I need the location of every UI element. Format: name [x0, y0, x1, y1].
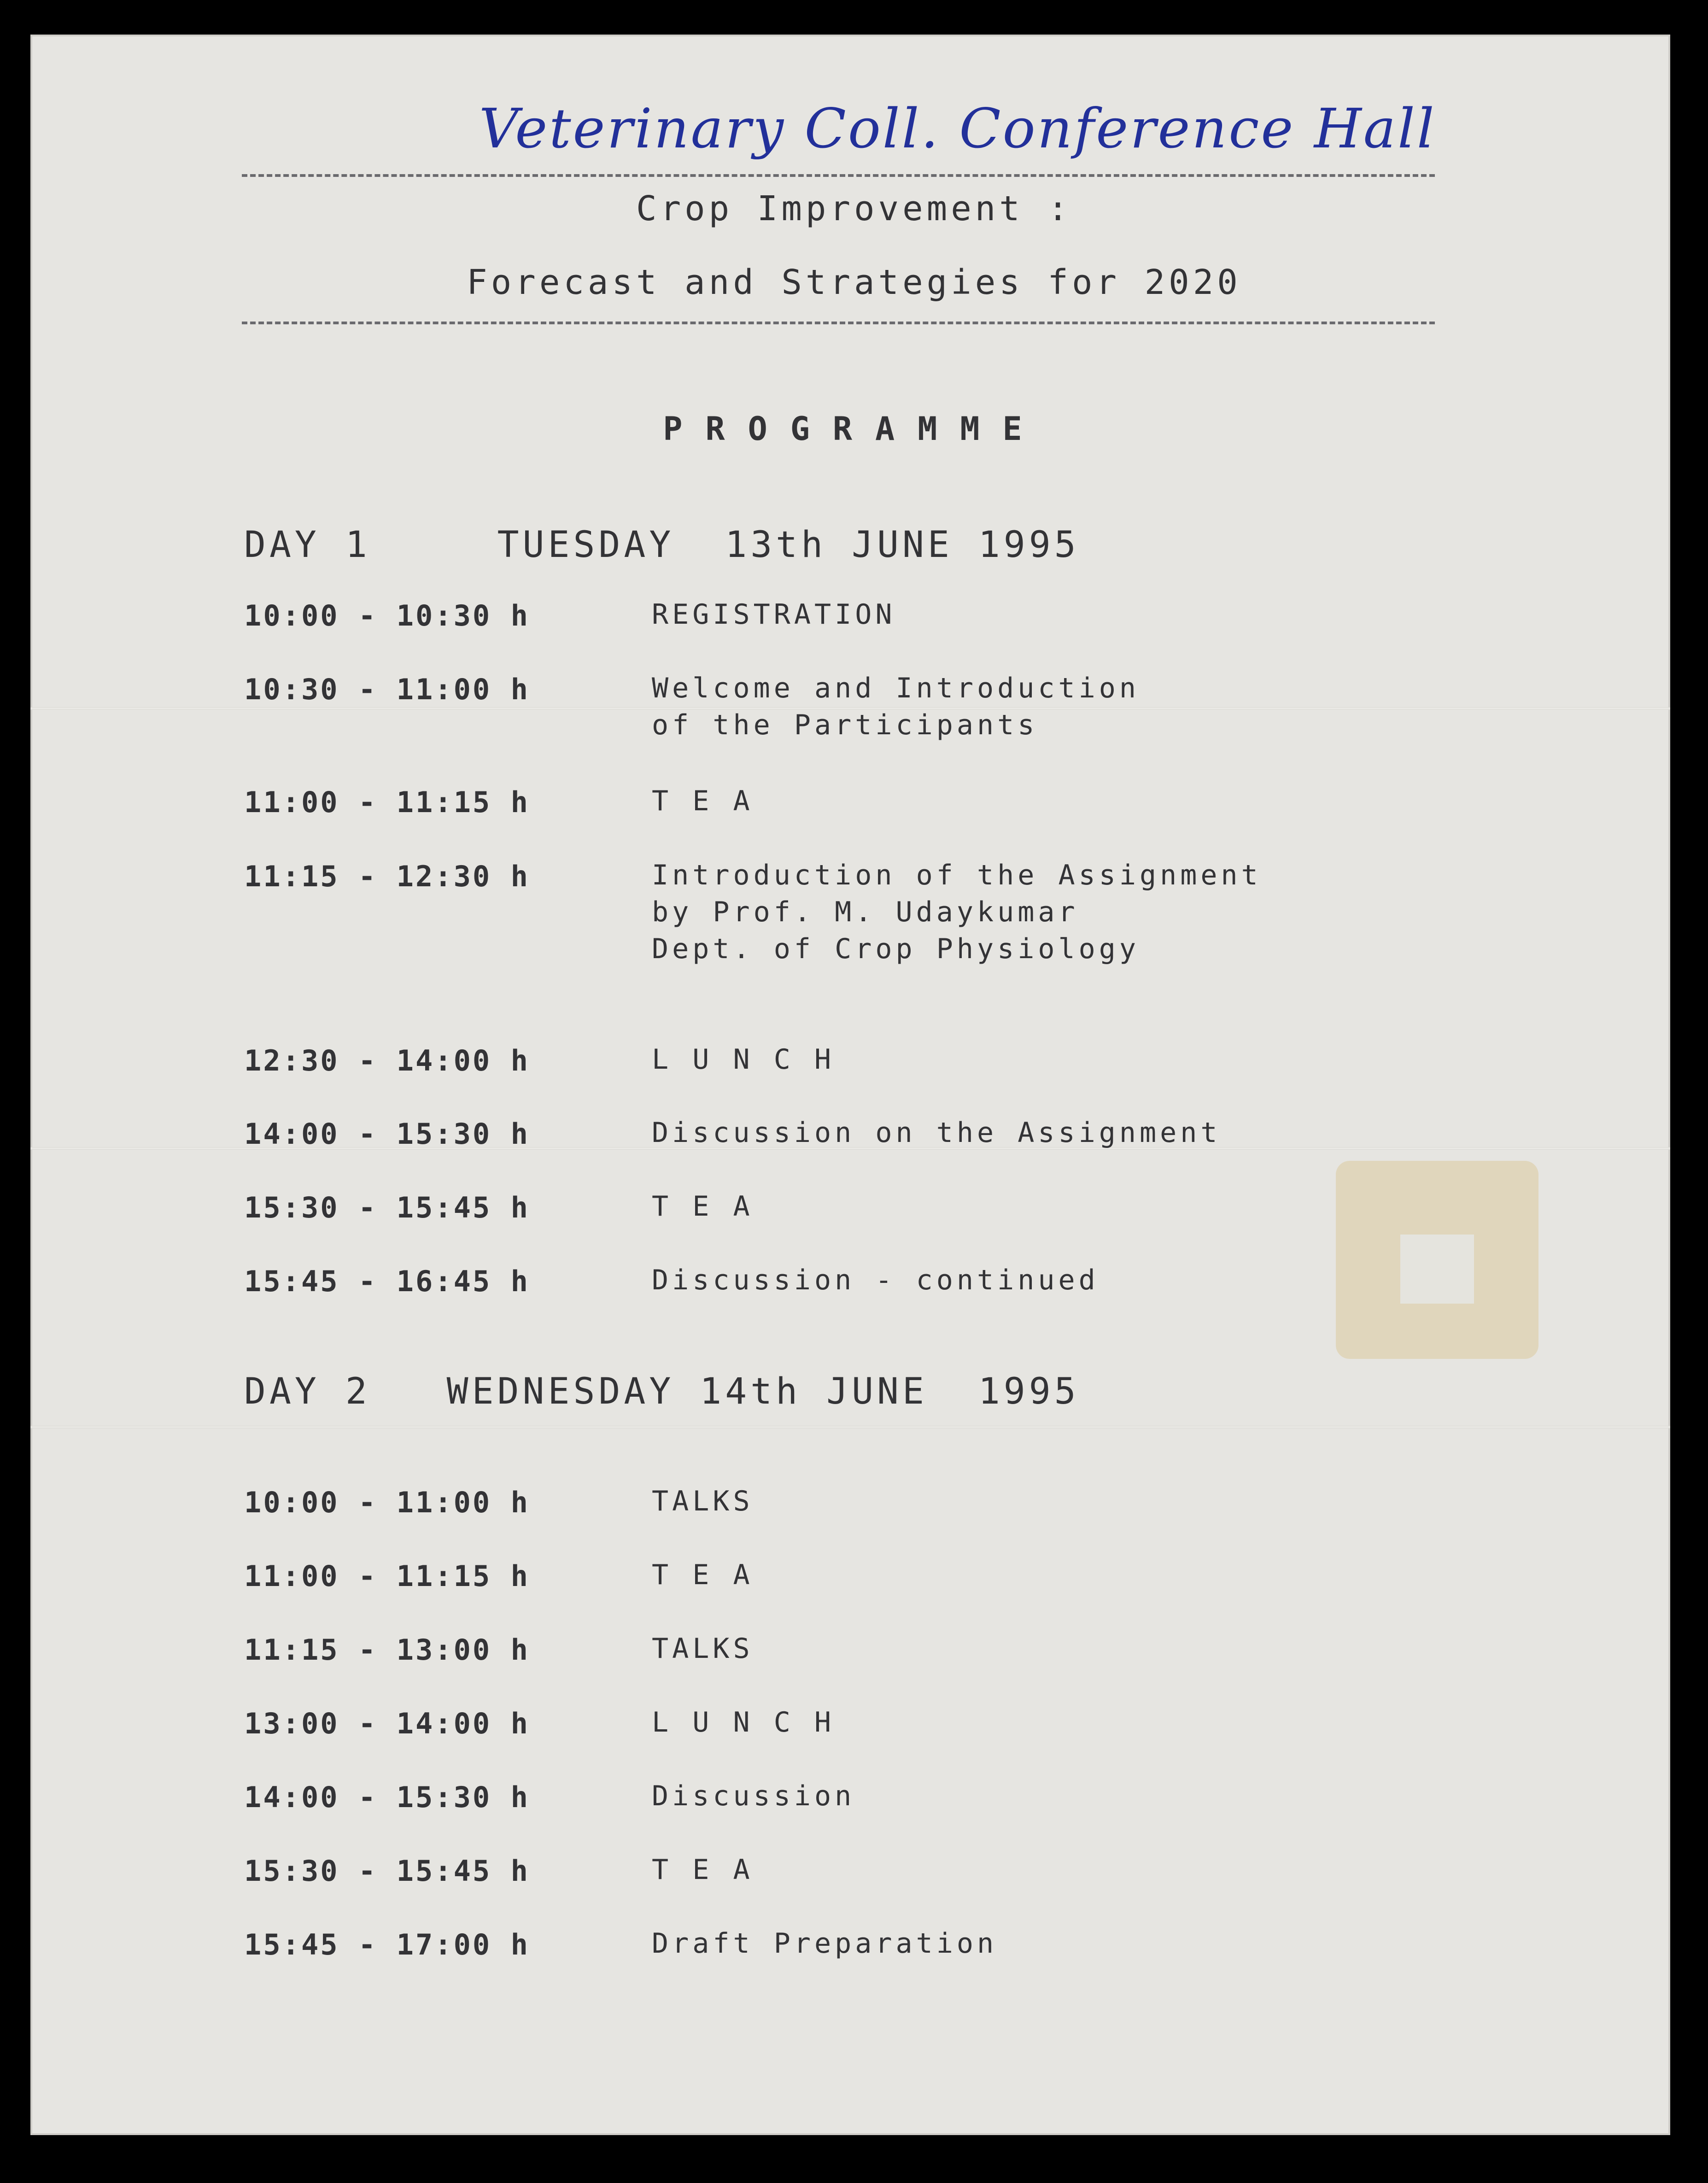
stain-gap [1400, 1235, 1474, 1304]
fold-line [30, 1426, 1670, 1428]
schedule-time: 12:30 - 14:00 h [244, 1044, 530, 1077]
dashed-rule-bottom [242, 322, 1435, 324]
schedule-time: 11:15 - 13:00 h [244, 1633, 530, 1667]
schedule-time: 10:00 - 10:30 h [244, 599, 530, 632]
schedule-time: 15:45 - 17:00 h [244, 1928, 530, 1961]
schedule-event: Welcome and Introduction of the Participants [652, 672, 1140, 741]
schedule-event: T E A [652, 785, 754, 817]
schedule-time: 14:00 - 15:30 h [244, 1117, 530, 1151]
schedule-time: 15:30 - 15:45 h [244, 1191, 530, 1224]
title-line-2: Forecast and Strategies for 2020 [467, 263, 1241, 302]
schedule-time: 15:45 - 16:45 h [244, 1264, 530, 1298]
day-1-heading: DAY 1 TUESDAY 13th JUNE 1995 [244, 524, 1080, 566]
title-line-1: Crop Improvement : [636, 189, 1072, 228]
schedule-time: 10:30 - 11:00 h [244, 673, 530, 706]
paper-sheet [30, 35, 1670, 2135]
schedule-time: 11:15 - 12:30 h [244, 860, 530, 893]
schedule-event: T E A [652, 1190, 754, 1223]
schedule-event: Discussion [652, 1780, 855, 1812]
schedule-event: T E A [652, 1854, 754, 1886]
dashed-rule-top [242, 174, 1435, 177]
schedule-time: 14:00 - 15:30 h [244, 1780, 530, 1814]
schedule-event: Draft Preparation [652, 1927, 998, 1960]
schedule-time: 11:00 - 11:15 h [244, 1559, 530, 1593]
schedule-time: 11:00 - 11:15 h [244, 785, 530, 819]
schedule-event: Discussion - continued [652, 1264, 1099, 1296]
schedule-event: Discussion on the Assignment [652, 1117, 1221, 1149]
schedule-time: 10:00 - 11:00 h [244, 1486, 530, 1519]
schedule-event: L U N C H [652, 1043, 835, 1076]
schedule-event: TALKS [652, 1485, 754, 1517]
handwritten-note: Veterinary Coll. Conference Hall [479, 97, 1436, 160]
schedule-event: T E A [652, 1559, 754, 1591]
schedule-event: Introduction of the Assignment by Prof. M. Udaykumar Dept. of Crop Physiology [652, 859, 1262, 965]
schedule-time: 13:00 - 14:00 h [244, 1707, 530, 1740]
schedule-event: TALKS [652, 1633, 754, 1665]
programme-heading: PROGRAMME [663, 410, 1045, 448]
schedule-event: L U N C H [652, 1706, 835, 1738]
schedule-time: 15:30 - 15:45 h [244, 1854, 530, 1888]
schedule-event: REGISTRATION [652, 598, 896, 631]
day-2-heading: DAY 2 WEDNESDAY 14th JUNE 1995 [244, 1371, 1080, 1412]
